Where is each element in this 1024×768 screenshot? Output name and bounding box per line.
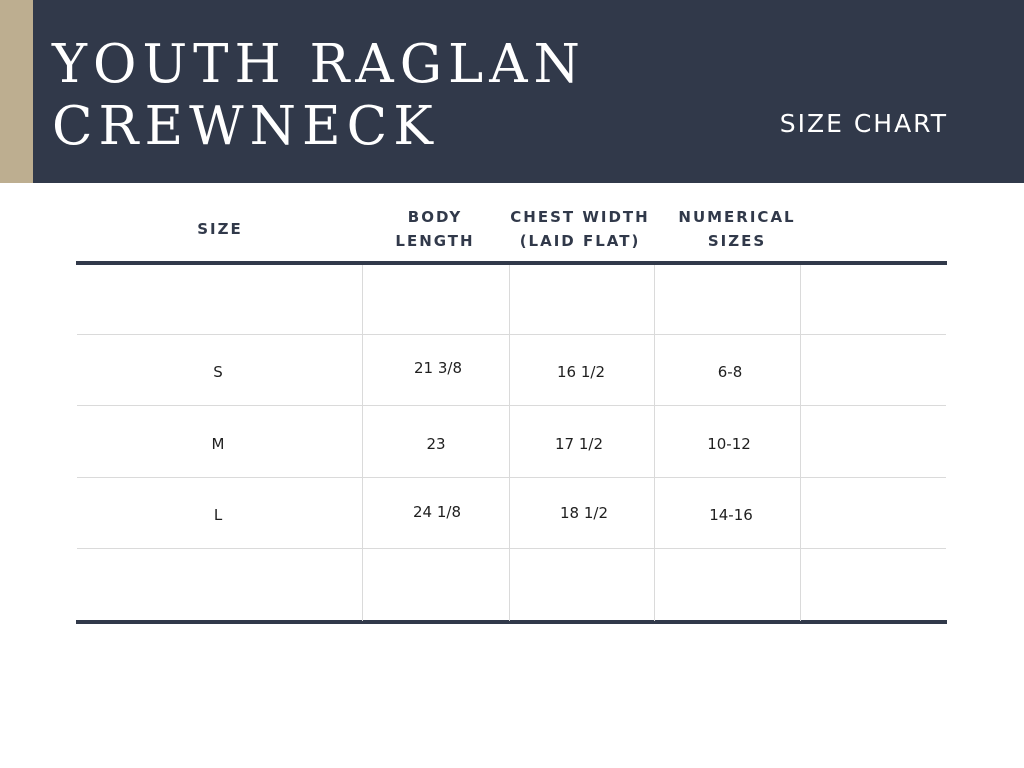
column-header-numerical-sizes-line-2: SIZES: [707, 232, 767, 250]
cell-numerical-size: 6-8: [717, 363, 743, 381]
column-header-body-length: [365, 205, 505, 253]
column-header-chest-width-line-2: (LAID FLAT): [519, 232, 641, 250]
cell-chest-width: 16 1/2: [557, 363, 605, 381]
column-header-body-length-line-1: BODY: [407, 208, 463, 226]
page-title: [52, 34, 586, 158]
cell-size: M: [211, 435, 225, 453]
column-header-body-length-line-2: LENGTH: [395, 232, 475, 250]
cell-body-length: 23: [426, 435, 446, 453]
title-line-2: CREWNECK: [52, 96, 439, 157]
column-divider: [362, 265, 363, 621]
column-header-numerical-sizes: [667, 205, 807, 253]
accent-bar: [0, 0, 33, 183]
row-divider: [77, 405, 946, 406]
cell-size: S: [213, 363, 223, 381]
row-divider: [77, 477, 946, 478]
cell-numerical-size: 14-16: [709, 506, 753, 524]
column-header-size: SIZE: [197, 220, 243, 238]
column-header-chest-width-line-1: CHEST WIDTH: [510, 208, 650, 226]
cell-chest-width: 17 1/2: [555, 435, 603, 453]
column-header-chest-width: [500, 205, 660, 253]
row-divider: [77, 548, 946, 549]
title-line-1: YOUTH RAGLAN: [52, 34, 586, 95]
cell-body-length: 24 1/8: [413, 503, 461, 521]
column-divider: [654, 265, 655, 621]
row-divider: [77, 334, 946, 335]
cell-body-length: 21 3/8: [414, 359, 462, 377]
cell-size: L: [213, 506, 223, 524]
table-top-rule: [76, 261, 947, 265]
cell-chest-width: 18 1/2: [560, 504, 608, 522]
header-banner: [0, 0, 1024, 183]
column-divider: [800, 265, 801, 621]
column-header-numerical-sizes-line-1: NUMERICAL: [678, 208, 796, 226]
page-subtitle: SIZE CHART: [779, 109, 948, 138]
table-bottom-rule: [76, 620, 947, 624]
cell-numerical-size: 10-12: [707, 435, 751, 453]
